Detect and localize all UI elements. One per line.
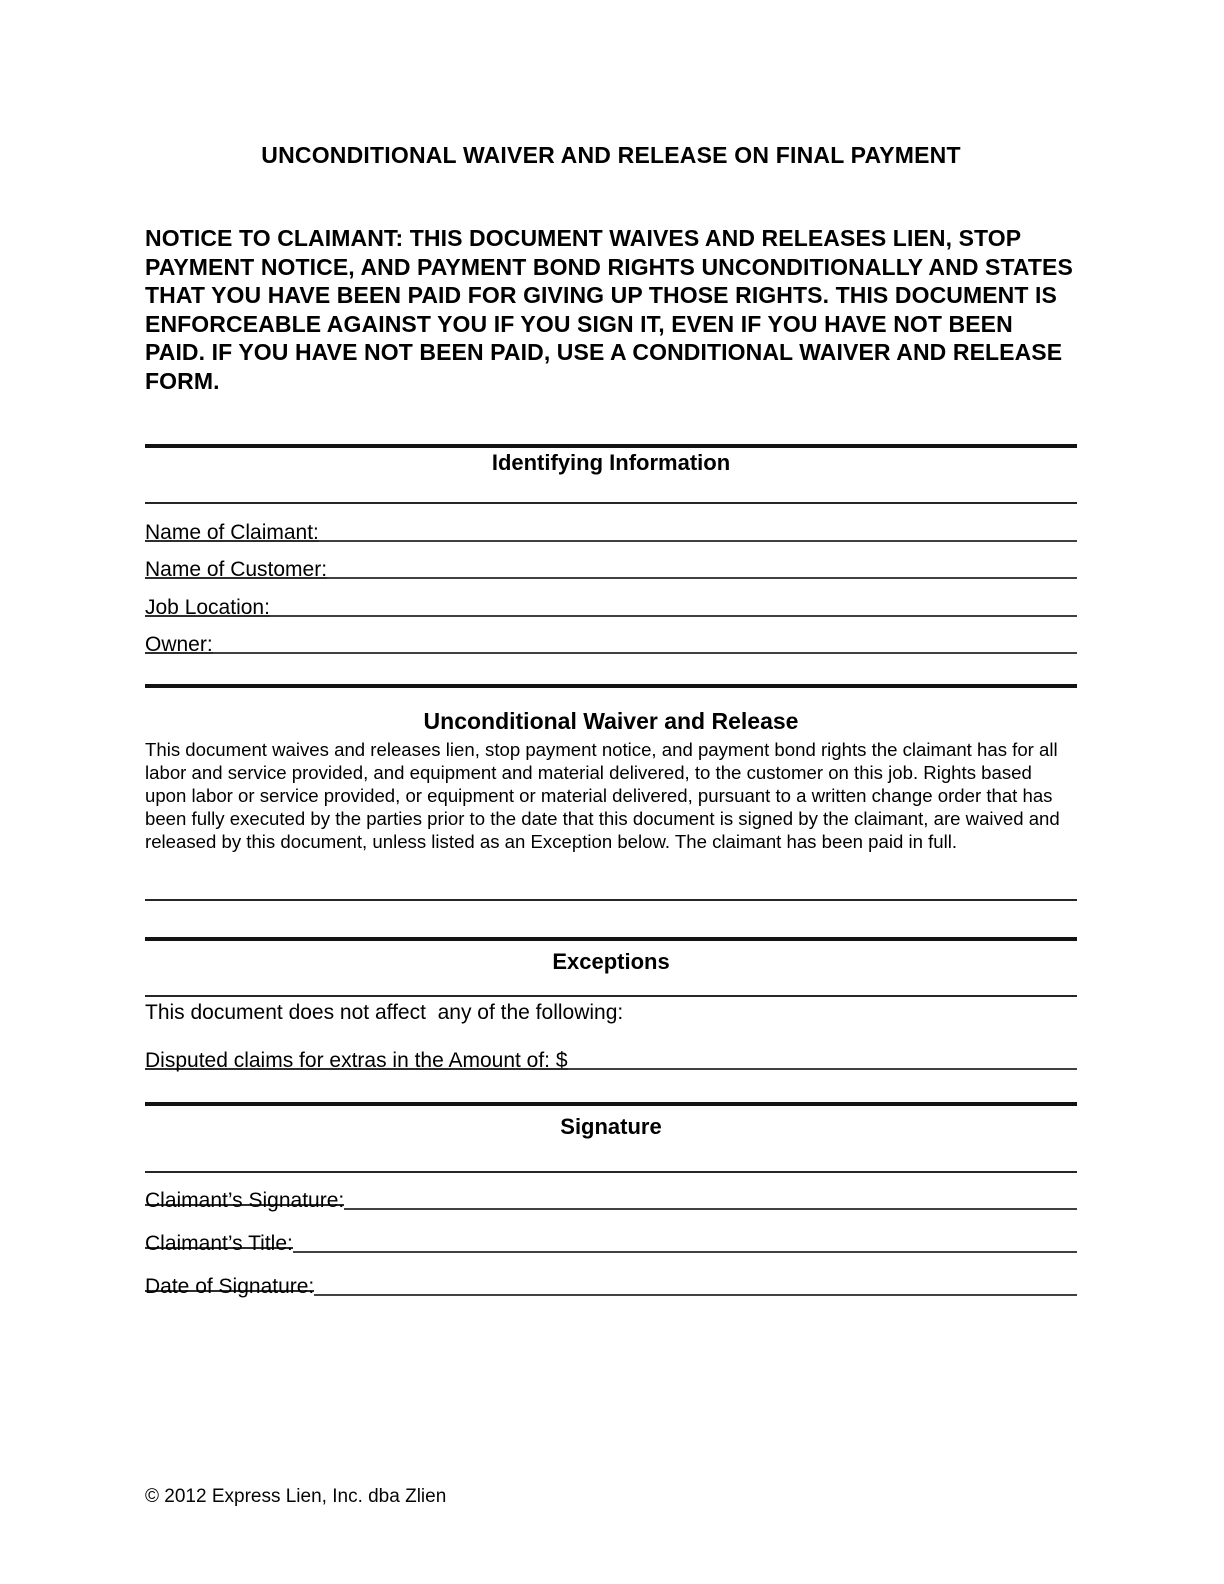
customer-name-label: Name of Customer: [145, 558, 328, 581]
exceptions-intro: This document does not affect any of the following: [145, 1001, 624, 1024]
claimant-title-field-line[interactable] [293, 1250, 1077, 1253]
job-location-field-line[interactable] [270, 614, 1077, 617]
disputed-amount-row [145, 1040, 1077, 1073]
disputed-amount-label: Disputed claims for extras in the Amount of: $ [145, 1049, 568, 1072]
section-divider [145, 502, 1077, 504]
section-divider [145, 684, 1077, 688]
claimant-name-field-line[interactable] [319, 539, 1077, 542]
section-divider [145, 1171, 1077, 1173]
owner-label: Owner: [145, 633, 213, 656]
owner-row [145, 624, 1077, 657]
date-of-signature-field-line[interactable] [314, 1293, 1077, 1296]
job-location-label: Job Location: [145, 596, 270, 619]
section-divider [145, 937, 1077, 941]
claimant-title-row [145, 1223, 1077, 1256]
disputed-amount-field-line[interactable] [568, 1067, 1077, 1070]
claimant-signature-row [145, 1180, 1077, 1213]
exceptions-heading: Exceptions [552, 949, 670, 974]
section-divider [145, 444, 1077, 448]
claimant-name-row [145, 512, 1077, 545]
section-divider [145, 899, 1077, 901]
section-divider [145, 995, 1077, 997]
claimant-signature-label: Claimant’s Signature: [145, 1189, 345, 1212]
section-divider [145, 1102, 1077, 1106]
copyright-footer: © 2012 Express Lien, Inc. dba Zlien [145, 1486, 447, 1507]
document-page [145, 0, 1077, 1584]
notice-to-claimant: NOTICE TO CLAIMANT: THIS DOCUMENT WAIVES AND RELEASES LIEN, STOP PAYMENT NOTICE, AND PAYMENT BOND RIGHTS UNCONDITIONALLY AND STATES THAT YOU HAVE BEEN PAID FOR GIVING UP THOSE RIGHTS. THIS DOCUMENT IS ENFORCEABLE AGAINST YOU IF YOU SIGN IT, EVEN IF YOU HAVE NOT BEEN PAID. IF YOU HAVE NOT BEEN PAID, USE A CONDITIONAL WAIVER AND RELEASE FORM. [145, 225, 1073, 394]
identifying-information-heading: Identifying Information [491, 450, 731, 475]
customer-name-field-line[interactable] [327, 576, 1077, 579]
job-location-row [145, 587, 1077, 620]
owner-field-line[interactable] [213, 651, 1077, 654]
claimant-title-label: Claimant’s Title: [145, 1232, 293, 1255]
claimant-name-label: Name of Claimant: [145, 521, 319, 544]
date-of-signature-row [145, 1266, 1077, 1299]
waiver-release-body: This document waives and releases lien, stop payment notice, and payment bond rights the claimant has for all labor and service provided, and equipment and material delivered, to the customer on this job. Rights based upon labor or service provided, or equipment or material delivered, pursuant to a written change order that has been fully executed by the parties prior to the date that this document is signed by the claimant, are waived and released by this document, unless listed as an Exception below. The claimant has been paid in full. [145, 739, 1060, 852]
customer-name-row [145, 549, 1077, 582]
signature-heading: Signature [560, 1114, 662, 1139]
claimant-signature-field-line[interactable] [344, 1207, 1077, 1210]
date-of-signature-label: Date of Signature: [145, 1275, 315, 1298]
waiver-release-heading: Unconditional Waiver and Release [423, 708, 799, 734]
document-title: UNCONDITIONAL WAIVER AND RELEASE ON FINAL PAYMENT [261, 142, 961, 168]
